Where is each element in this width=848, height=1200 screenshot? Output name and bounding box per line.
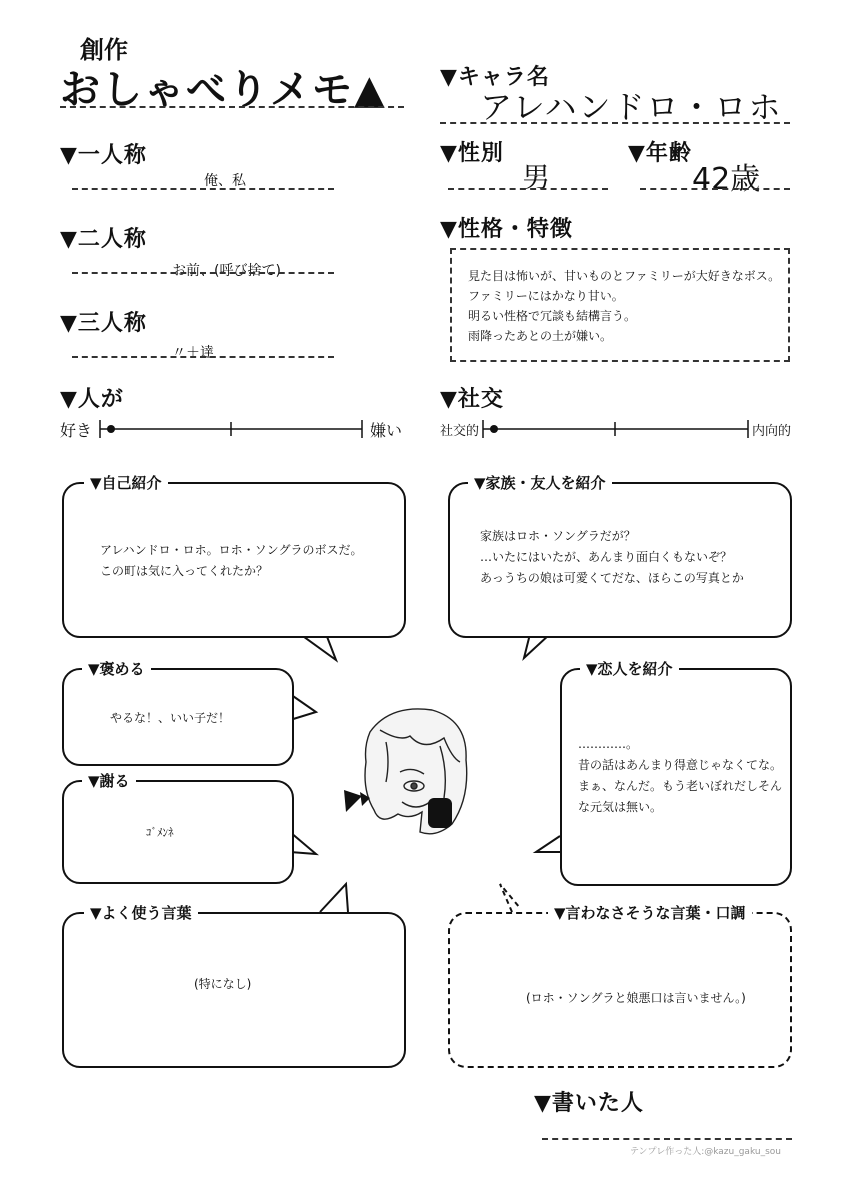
intro-bubble [62, 482, 406, 638]
ichininsho-value: 俺、私 [204, 173, 246, 189]
family-text: 家族はロホ・ソングラだが？ …いたにはいたが、あんまり面白くもないぞ？ あっうちの娘は可愛くてだな、ほらこの写真とか [480, 529, 744, 585]
author-label: ▼書いた人 [534, 1091, 644, 1116]
chara-value: アレハンドロ・ロホ [480, 88, 783, 126]
apology-text: ｺﾞﾒﾝﾈ [146, 826, 174, 839]
character-portrait-icon [340, 702, 490, 842]
praise-text: やるな！、いい子だ！ [110, 711, 231, 725]
praise-title: ▼褒める [82, 658, 151, 679]
intro-text: アレハンドロ・ロホ。ロホ・ソングラのボスだ。 この町は気に入ってくれたか？ [100, 543, 363, 578]
chara-underline [440, 122, 790, 124]
chara-label: ▼キャラ名 [440, 65, 550, 90]
personality-box [450, 248, 790, 362]
often-bubble [62, 912, 406, 1068]
sex-underline [448, 188, 608, 190]
people-left: 好き [60, 421, 93, 440]
nininsho-label: ▼二人称 [60, 227, 147, 252]
lover-bubble [560, 668, 792, 886]
age-value: 42歳 [692, 162, 761, 197]
age-label: ▼年齢 [628, 141, 692, 166]
never-bubble [448, 912, 792, 1068]
saninsho-value: 〃＋達 [172, 345, 214, 361]
header-underline [60, 106, 404, 108]
header-sub: 創作 [80, 36, 128, 64]
family-title: ▼家族・友人を紹介 [468, 472, 612, 493]
header-title: おしゃべりメモ▲ [60, 67, 387, 113]
often-text: (特になし) [194, 977, 252, 991]
never-title: ▼言わなさそうな言葉・口調 [548, 902, 752, 923]
family-bubble [448, 482, 792, 638]
age-underline [640, 188, 790, 190]
social-right: 内向的 [752, 424, 792, 439]
author-underline [542, 1138, 792, 1140]
often-title: ▼よく使う言葉 [84, 902, 198, 923]
people-right: 嫌い [370, 421, 403, 440]
nininsho-underline [72, 272, 334, 274]
sex-label: ▼性別 [440, 141, 504, 166]
apology-bubble [62, 780, 294, 884]
saninsho-underline [72, 356, 334, 358]
personality-text: 見た目は怖いが、甘いものとファミリーが大好きなボス。 ファミリーにはかなり甘い。 明るい性格で冗談も結構言う。 雨降ったあとの土が嫌い。 [468, 269, 781, 343]
intro-title: ▼自己紹介 [84, 472, 168, 493]
lover-text: …………。 昔の話はあんまり得意じゃなくてな。 まぁ、なんだ。もう老いぼれだしそん な元気は無い。 [578, 737, 783, 814]
never-text: (ロホ・ソングラと娘悪口は言いません。) [526, 991, 746, 1005]
ichininsho-label: ▼一人称 [60, 143, 147, 168]
social-left: 社交的 [440, 424, 480, 439]
sex-value: 男 [522, 161, 551, 194]
personality-label: ▼性格・特徴 [440, 217, 573, 242]
ichininsho-underline [72, 188, 334, 190]
apology-title: ▼謝る [82, 770, 136, 791]
nininsho-value: お前、(呼び捨て) [172, 263, 281, 279]
social-label: ▼社交 [440, 387, 504, 412]
template-credit: テンプレ作った人:@kazu_gaku_sou [630, 1147, 781, 1157]
lover-title: ▼恋人を紹介 [580, 658, 679, 679]
praise-bubble [62, 668, 294, 766]
saninsho-label: ▼三人称 [60, 311, 147, 336]
people-label: ▼人が [60, 387, 124, 412]
